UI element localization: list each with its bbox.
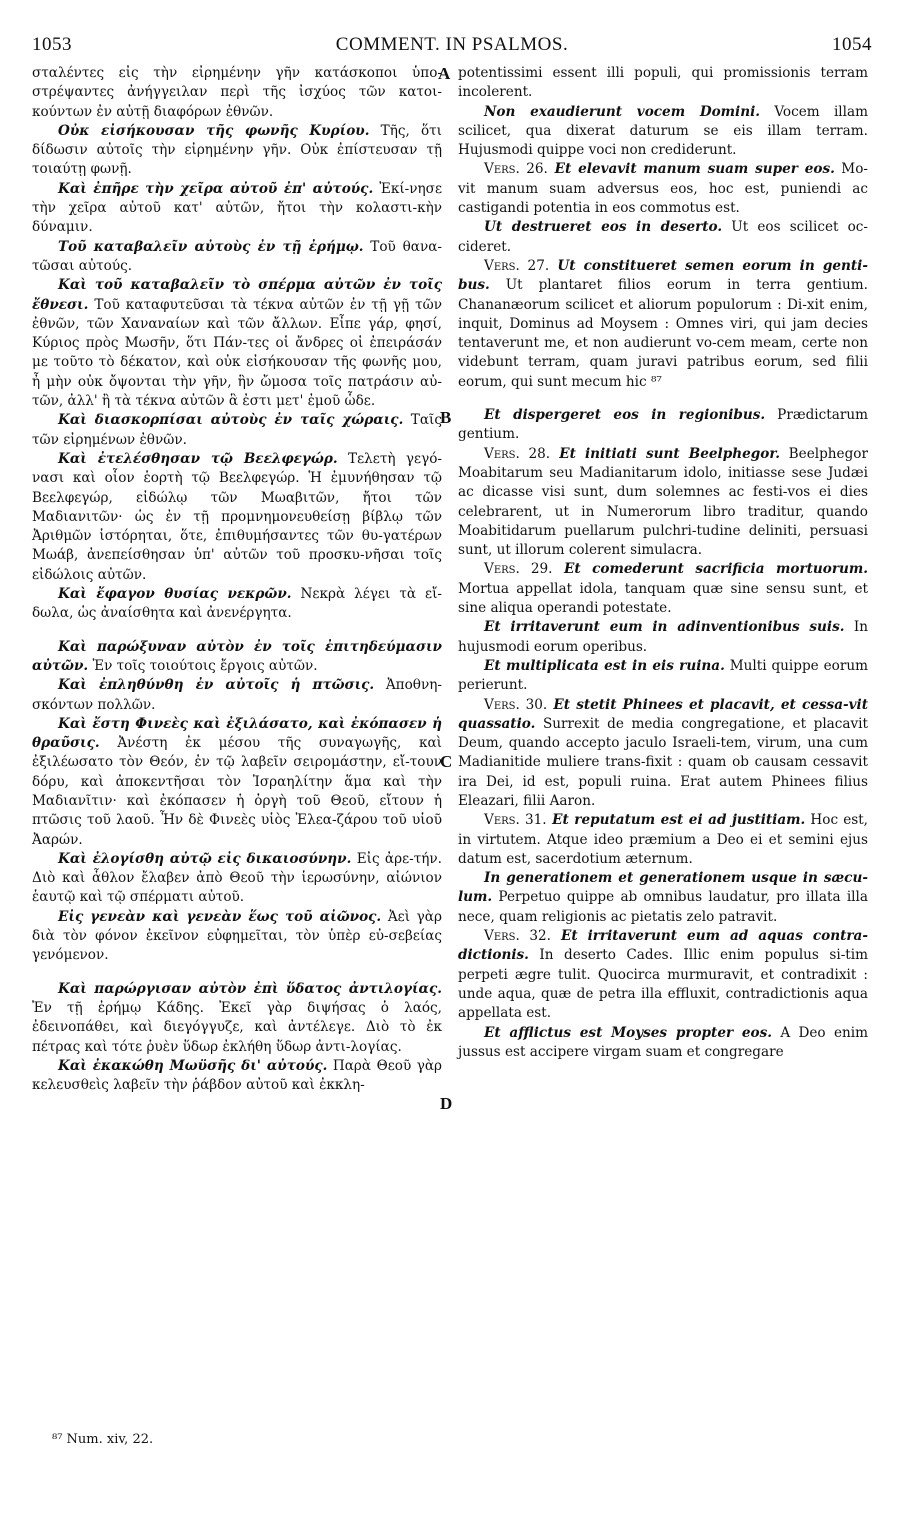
left-paragraph (32, 122, 442, 180)
right-paragraph (458, 657, 868, 696)
lemma: Ut constitueret semen eorum in genti-bus. (458, 257, 868, 294)
margin-mark-c: C (440, 752, 453, 771)
margin-mark-b: B (440, 408, 452, 427)
commentary: Perpetuo quippe ab omnibus laudatur, pro illata illa nece, quam religionis ac pietatis zelo patravit. (458, 889, 868, 925)
margin-mark-d: D (440, 1094, 453, 1113)
right-paragraph (458, 406, 868, 445)
commentary: Vocem illam scilicet, qua dixerat daturum se eis illam terram. Hujusmodi quippe voci non crediderunt. (458, 103, 868, 159)
commentary: A Deo enim jussus est accipere virgam suam et congregare (458, 1024, 868, 1060)
commentary: Mortua appellat idola, tanquam quæ sine sensu sunt, et sine aliqua operandi potestate. (458, 580, 868, 617)
verse-label: Vers. 27. (484, 257, 550, 274)
right-paragraph (458, 927, 868, 1023)
left-paragraph (32, 1057, 442, 1096)
right-paragraph (458, 869, 868, 927)
verse-label: Vers. 30. (484, 696, 548, 713)
commentary: In deserto Cades. Illic enim populus si-tim perpeti ægre tulit. Quocirca murmuravit, et contradixit : unde aqua, quæ de petra illa effluxit, contradictionis aqua appellata est. (458, 947, 868, 1022)
commentary: Ἐν τοῖς τοιούτοις ἔργοις αὐτῶν. (88, 657, 318, 674)
lemma: Et elevavit manum suam super eos. (547, 161, 835, 178)
commentary: Ἐν τῇ ἐρήμῳ Κάδης. Ἐκεῖ γὰρ διψήσας ὁ λαός, ἐδεινοπάθει, καὶ διεγόγγυζε, καὶ ἀντέλεγε. Διὸ τὸ ἐκ πέτρας καὶ τότε ῥυὲν ὕδωρ ἐκλήθη ὕδωρ ἀντι-λογίας. (32, 999, 442, 1055)
commentary: Beelphegor Moabitarum seu Madianitarum idolo, initiasse sese Judæi ac dicasse visi sunt, dum solemnes ac festi-vos ei dies celebrarent, ut in Numerorum libro traditur, quando Moabitidarum puellarum pulchri-tudine deliniti, persuasi sunt, ut illorum colerent simulacra. (458, 445, 868, 559)
lemma: Et afflictus est Moyses propter eos. (484, 1024, 772, 1041)
commentary: σταλέντες εἰς τὴν εἰρημένην γῆν κατάσκοποι ὑπο-στρέψαντες ἀνήγγειλαν περὶ τῆς ἰσχύος τῶν κατοι-κούντων ἐν αὐτῇ διαφόρων ἐθνῶν. (32, 65, 442, 120)
right-paragraph (458, 811, 868, 869)
commentary: Εἰς ἀρε-τήν. Διὸ καὶ ἆθλον ἔλαβεν ἀπὸ Θεοῦ τὴν ἱερωσύνην, αἰώνιον ἑαυτῷ καὶ τῷ σπέρματι αὐτοῦ. (32, 850, 442, 906)
lemma: Et comederunt sacrificia mortuorum. (552, 561, 868, 578)
lemma: Et reputatum est ei ad justitiam. (546, 812, 806, 829)
right-paragraph (458, 618, 868, 657)
greek-column (32, 64, 442, 1095)
verse-label: Vers. 31. (484, 812, 547, 829)
left-paragraph (32, 850, 442, 908)
commentary: Ut plantaret filios eorum in terra gentium. Chananæorum scilicet et aliorum populorum : Di-xit enim, inquit, Dominus ad Moysem : Omnes viri, qui jam decies tentaverunt me, et non audierunt vo-cem meam, certe non videbunt terram, quam juravi patribus eorum, sed filii eorum, qui sunt mecum hic ⁸⁷ (458, 277, 868, 390)
lemma: Et stetit Phinees et placavit, et cessa-vit quassatio. (458, 696, 868, 732)
verse-label: Vers. 29. (484, 561, 553, 578)
left-paragraph (32, 276, 442, 411)
margin-mark-a: A (438, 64, 451, 83)
left-paragraph (32, 908, 442, 966)
right-paragraph (458, 696, 868, 812)
lemma: Καὶ ἐπληθύνθη ἐν αὐτοῖς ἡ πτῶσις. (58, 677, 375, 694)
lemma: Καὶ ἐκακώθη Μωϋσῆς δι' αὐτούς. (58, 1057, 328, 1074)
commentary: Τοῦ καταφυτεῦσαι τὰ τέκνα αὐτῶν ἐν τῇ γῇ τῶν ἐθνῶν, τῶν Χαναναίων καὶ τῶν ἄλλων. Εἶπε γάρ, φησί, Κύριος πρὸς Μωσῆν, ὅτι Πάν-τες οἱ ἄνδρες οἱ ἐπειράσάν με τοῦτο τὸ δέκατον, καὶ οὐκ εἰσήκουσαν τῆς φωνῆς μου, ἦ μὴν οὐκ ὄψονται τὴν γῆν, ἣν ὤμοσα τοῖς πατράσιν αὐ-τῶν, ἀλλ' ἢ τὰ τέκνα αὐτῶν ἃ ἐστι μετ' ἐμοῦ ὧδε. (32, 296, 442, 410)
lemma: Et multiplicata est in eis ruina. (484, 657, 725, 674)
left-paragraph (32, 180, 442, 238)
running-title: COMMENT. IN PSALMOS. (335, 34, 569, 55)
commentary: Mo-vit manum suam adversus eos, hoc est, puniendi ac castigandi potentia in eos commotus est. (458, 161, 868, 217)
commentary: Ut eos scilicet oc-cideret. (458, 219, 868, 255)
commentary: Ταῖς τῶν εἰρημένων ἐθνῶν. (32, 412, 442, 448)
left-paragraph (32, 980, 442, 1057)
right-paragraph (458, 560, 868, 618)
commentary: Τελετὴ γεγό-νασι καὶ οἷον ἑορτὴ τῷ Βεελφεγώρ. Ἡ ἐμυνήθησαν τῷ Βεελφεγώρ, εἰδώλῳ τῶν Μωαβιτῶν, ἤτοι τῶν Μαδιανιτῶν· ὡς ἐν τῇ προμνημονευθείσῃ βίβλῳ τῶν Ἀριθμῶν ἱστόρηται, ὅτε, ἐπιθυμήσαντες τῶν θυ-γατέρων Μωάβ, ἀνεπείσθησαν ὑπ' αὐτῶν τοῦ προσκυ-νῆσαι τοῖς εἰδώλοις αὐτῶν. (32, 450, 442, 583)
commentary: Νεκρὰ λέγει τὰ εἴ-δωλα, ὡς ἀναίσθητα καὶ ἀνενέργητα. (32, 586, 443, 622)
lemma: Καὶ διασκορπίσαι αὐτοὺς ἐν ταῖς χώραις. (58, 412, 404, 429)
right-paragraph (458, 257, 868, 392)
left-paragraph (32, 411, 442, 450)
commentary: Τοῦ θανα-τῶσαι αὐτούς. (32, 238, 443, 274)
commentary: Ἀεὶ γὰρ διὰ τὸν φόνον ἐκεῖνον εὐφημεῖται, τὸν ὑπὲρ εὐ-σεβείας γενόμενον. (32, 908, 442, 964)
lemma: Τοῦ καταβαλεῖν αὐτοὺς ἐν τῇ ἐρήμῳ. (58, 238, 364, 255)
right-paragraph (458, 1024, 868, 1063)
lemma: Καὶ ἐλογίσθη αὐτῷ εἰς δικαιοσύνην. (58, 850, 352, 867)
commentary: Prædictarum gentium. (458, 407, 868, 443)
commentary: Ἀποθνη-σκόντων πολλῶν. (32, 677, 442, 713)
lemma: Καὶ ἐπῆρε τὴν χεῖρα αὐτοῦ ἐπ' αὐτούς. (58, 180, 374, 197)
commentary: In hujusmodi eorum operibus. (458, 619, 868, 655)
right-paragraph (458, 64, 868, 103)
page-header (32, 34, 872, 60)
left-paragraph (32, 638, 442, 677)
lemma: Καὶ τοῦ καταβαλεῖν τὸ σπέρμα αὐτῶν ἐν τοῖς ἔθνεσι. (32, 277, 442, 313)
verse-label: Vers. 32. (484, 928, 551, 945)
left-paragraph (32, 715, 442, 850)
footnote: ⁸⁷ Num. xiv, 22. (52, 1432, 154, 1447)
lemma: Et initiati sunt Beelphegor. (550, 445, 780, 462)
left-paragraph (32, 450, 442, 585)
lemma: Καὶ ἐτελέσθησαν τῷ Βεελφεγώρ. (58, 450, 338, 467)
left-paragraph (32, 64, 442, 122)
commentary: Multi quippe eorum perierunt. (458, 657, 868, 694)
verse-label: Vers. 28. (484, 445, 551, 462)
lemma: Et dispergeret eos in regionibus. (484, 407, 766, 424)
commentary: Παρὰ Θεοῦ γὰρ κελευσθεὶς λαβεῖν τὴν ῥάβδον αὐτοῦ καὶ ἐκκλη- (32, 1057, 442, 1094)
page-number-right: 1054 (832, 34, 872, 55)
lemma: Καὶ ἔφαγον θυσίας νεκρῶν. (58, 586, 292, 603)
lemma: Καὶ παρώργισαν αὐτὸν ἐπὶ ὕδατος ἀντιλογίας. (58, 980, 442, 997)
lemma: Εἰς γενεὰν καὶ γενεὰν ἕως τοῦ αἰῶνος. (58, 908, 382, 925)
left-paragraph (32, 585, 442, 624)
commentary: Ἀνέστη ἐκ μέσου τῆς συναγωγῆς, καὶ ἐξιλέωσατο τὸν Θεόν, ἐν τῷ λαβεῖν σειρομάστην, εἴ-τουν δόρυ, καὶ ἀποκεντῆσαι τὸν Ἰσραηλίτην ἅμα καὶ τὴν Μαδιανῖτιν· καὶ ἐκόπασεν ἡ ὀργὴ τοῦ Θεοῦ, εἴτουν ἡ πτῶσις τοῦ λαοῦ. Ἦν δὲ Φινεὲς υἱὸς Ἐλεα-ζάρου τοῦ υἱοῦ Ἀαρών. (32, 735, 442, 848)
lemma: Καὶ ἔστη Φινεὲς καὶ ἐξιλάσατο, καὶ ἐκόπασεν ἡ θραῦσις. (32, 715, 442, 752)
commentary: Τῆς, ὅτι δίδωσιν αὐτοῖς τὴν εἰρημένην γῆν. Οὐκ ἐπίστευσαν τῇ τοιαύτῃ φωνῇ. (32, 122, 443, 178)
lemma: Et irritaverunt eum ad aquas contra-dictionis. (458, 928, 868, 964)
commentary: Hoc est, in virtutem. Atque ideo præmium a Deo ei et semini ejus datum est, sacerdotium æternum. (458, 812, 868, 867)
lemma: Non exaudierunt vocem Domini. (484, 103, 761, 120)
lemma: Ut destrueret eos in deserto. (484, 219, 723, 236)
commentary: Ἐκί-νησε τὴν χεῖρα αὐτοῦ κατ' αὐτῶν, ἤτοι τὴν κολαστι-κὴν δύναμιν. (32, 180, 442, 236)
latin-column (458, 64, 868, 1062)
verse-label: Vers. 26. (484, 161, 548, 178)
page-number-left: 1053 (32, 34, 72, 55)
lemma: In generationem et generationem usque in sæcu-lum. (458, 870, 868, 906)
right-paragraph (458, 445, 868, 561)
left-paragraph (32, 676, 442, 715)
commentary: potentissimi essent illi populi, qui promissionis terram incolerent. (458, 65, 868, 101)
lemma: Καὶ παρώξυναν αὐτὸν ἐν τοῖς ἐπιτηδεύμασιν αὐτῶν. (32, 638, 442, 674)
right-paragraph (458, 218, 868, 257)
lemma: Et irritaverunt eum in adinventionibus suis. (484, 619, 845, 636)
right-paragraph (458, 103, 868, 161)
commentary: Surrexit de media congregatione, et placavit Deum, quando accepto jaculo Israeli-tem, virum, una cum Madianitide muliere trans-fixit : quam ob causam cessavit ira Dei, id est, populi ruina. Erat autem Phinees filius Eleazari, filii Aaron. (458, 715, 868, 809)
left-paragraph (32, 238, 442, 277)
right-paragraph (458, 160, 868, 218)
lemma: Οὐκ εἰσήκουσαν τῆς φωνῆς Κυρίου. (58, 122, 370, 139)
